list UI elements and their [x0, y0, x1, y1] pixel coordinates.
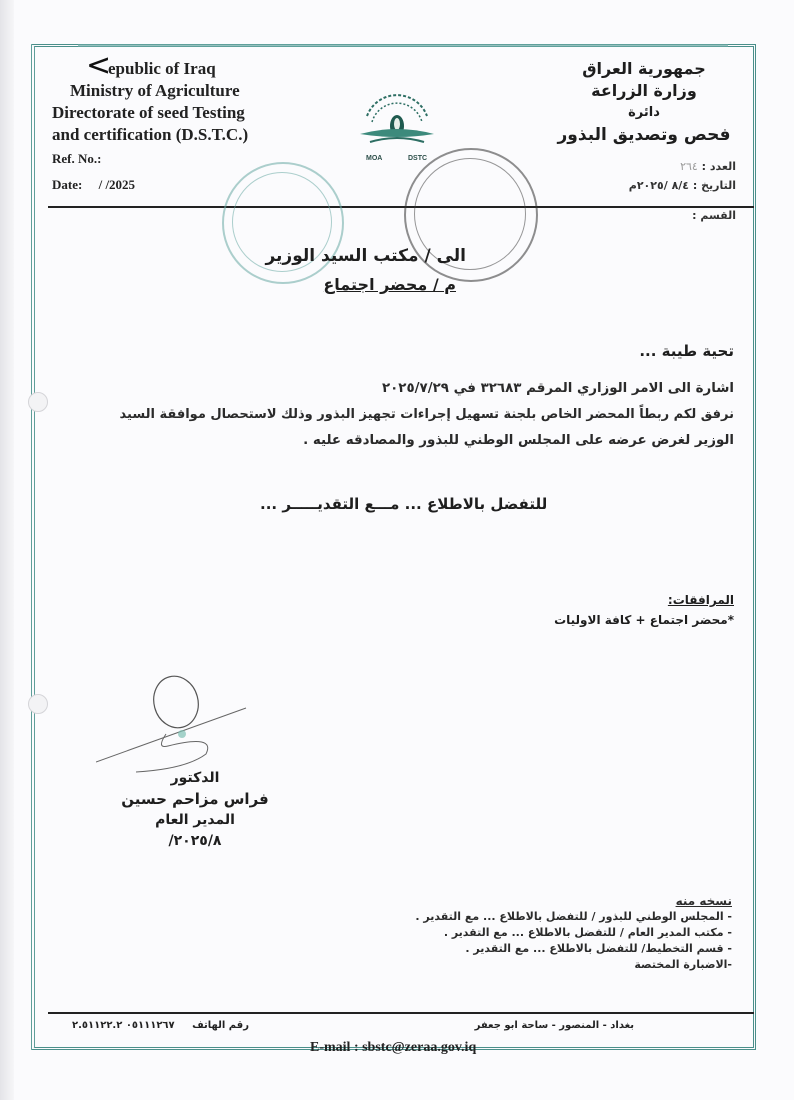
number-value: ٢٦٤: [680, 160, 698, 173]
country-name-ar: جمهورية العراق: [582, 59, 706, 78]
signature-date: ٢٠٢٥/٨/: [168, 833, 222, 849]
ministry-name-en: Ministry of Agriculture: [70, 81, 240, 100]
directorate-name-ar: فحص وتصديق البذور: [557, 125, 731, 145]
body-line-2: نرفق لكم ربطاً المحضر الخاص بلجنة تسهيل إجراءات تجهيز البذور وذلك لاستحصال موافقة السيد: [119, 407, 734, 422]
recipient-line: الى / مكتب السيد الوزير: [265, 246, 466, 266]
date-row: [52, 172, 248, 198]
number-label: العدد :: [701, 160, 736, 173]
header-divider: [48, 206, 754, 208]
number-row: [680, 160, 736, 173]
phone-value: ٠٥١١١٢٦٧ ٢.٥١١٢٢.٢: [72, 1020, 175, 1031]
copy-item: - قسم التخطيط/ للتفضل بالاطلاع ... مع التقدير .: [465, 942, 732, 955]
attachments: [554, 590, 734, 630]
phone-label: رقم الهاتف: [192, 1020, 249, 1031]
date-label: Date:: [52, 177, 83, 192]
svg-text:DSTC: DSTC: [408, 155, 428, 162]
punch-hole: [28, 392, 48, 412]
english-letterhead: [52, 58, 248, 198]
arabic-date-value: ٨/٤ /٢٠٢٥م: [628, 179, 690, 192]
ministry-seed-emblem-icon: [352, 76, 442, 166]
closing-line: للتفضل بالاطلاع ... مـــع التقديـــــر ...: [260, 495, 548, 513]
handwritten-signature-icon: [96, 674, 266, 774]
copy-item: - مكتب المدير العام / للتفضل بالاطلاع ... مع التقدير .: [443, 926, 732, 939]
footer-address: بغداد - المنصور - ساحة ابو جعفر: [474, 1020, 634, 1031]
directorate-name-en-2: and certification (D.S.T.C.): [52, 125, 249, 144]
punch-hole: [28, 694, 48, 714]
arabic-letterhead: [554, 58, 734, 146]
copies-label: نسخه منه: [675, 894, 732, 908]
ref-label: Ref. No.:: [52, 151, 102, 166]
date-value: / /2025: [98, 177, 136, 192]
body-line-1: اشارة الى الامر الوزاري المرقم ٣٢٦٨٣ في ٢٠٢٥/٧/٢٩: [381, 381, 734, 396]
signature-block: [110, 768, 280, 852]
footer-email: E-mail : sbstc@zeraa.gov.iq: [310, 1040, 477, 1055]
directorate-name-en: Directorate of seed Testing: [52, 103, 245, 122]
copy-item: -الاضبارة المختصة: [634, 958, 732, 971]
svg-text:MOA: MOA: [366, 155, 383, 162]
subject-line: م / محضر اجتماع: [323, 275, 456, 294]
footer-phone: [72, 1020, 249, 1031]
copies-to: [415, 893, 732, 973]
ministry-name-ar: وزارة الزراعة: [591, 81, 697, 100]
section-label: القسم :: [692, 209, 736, 222]
pen-mark: <: [86, 48, 112, 83]
greeting: تحية طيبة ...: [639, 342, 734, 360]
country-name-en: epublic of Iraq: [108, 59, 216, 78]
directorate-label-ar: دائرة: [628, 105, 660, 120]
arabic-date-row: [629, 179, 736, 192]
copy-item: - المجلس الوطني للبذور / للتفضل بالاطلاع ... مع التقدير .: [415, 910, 732, 923]
signatory-position: المدير العام: [155, 812, 235, 828]
signatory-name: فراس مزاحم حسين: [121, 790, 269, 808]
attachments-item: *محضر اجتماع + كافة الاوليات: [554, 613, 734, 627]
letter-body: [54, 376, 734, 454]
attachments-label: المرافقات:: [667, 593, 734, 607]
footer-divider: [48, 1012, 754, 1014]
signatory-title: الدكتور: [170, 770, 220, 786]
border-top-ornament: [78, 44, 728, 47]
arabic-date-label: التاريخ :: [692, 179, 736, 192]
scan-shadow: [0, 0, 14, 1100]
body-line-3: الوزير لغرض عرضه على المجلس الوطني للبذور والمصادقه عليه .: [303, 433, 734, 448]
